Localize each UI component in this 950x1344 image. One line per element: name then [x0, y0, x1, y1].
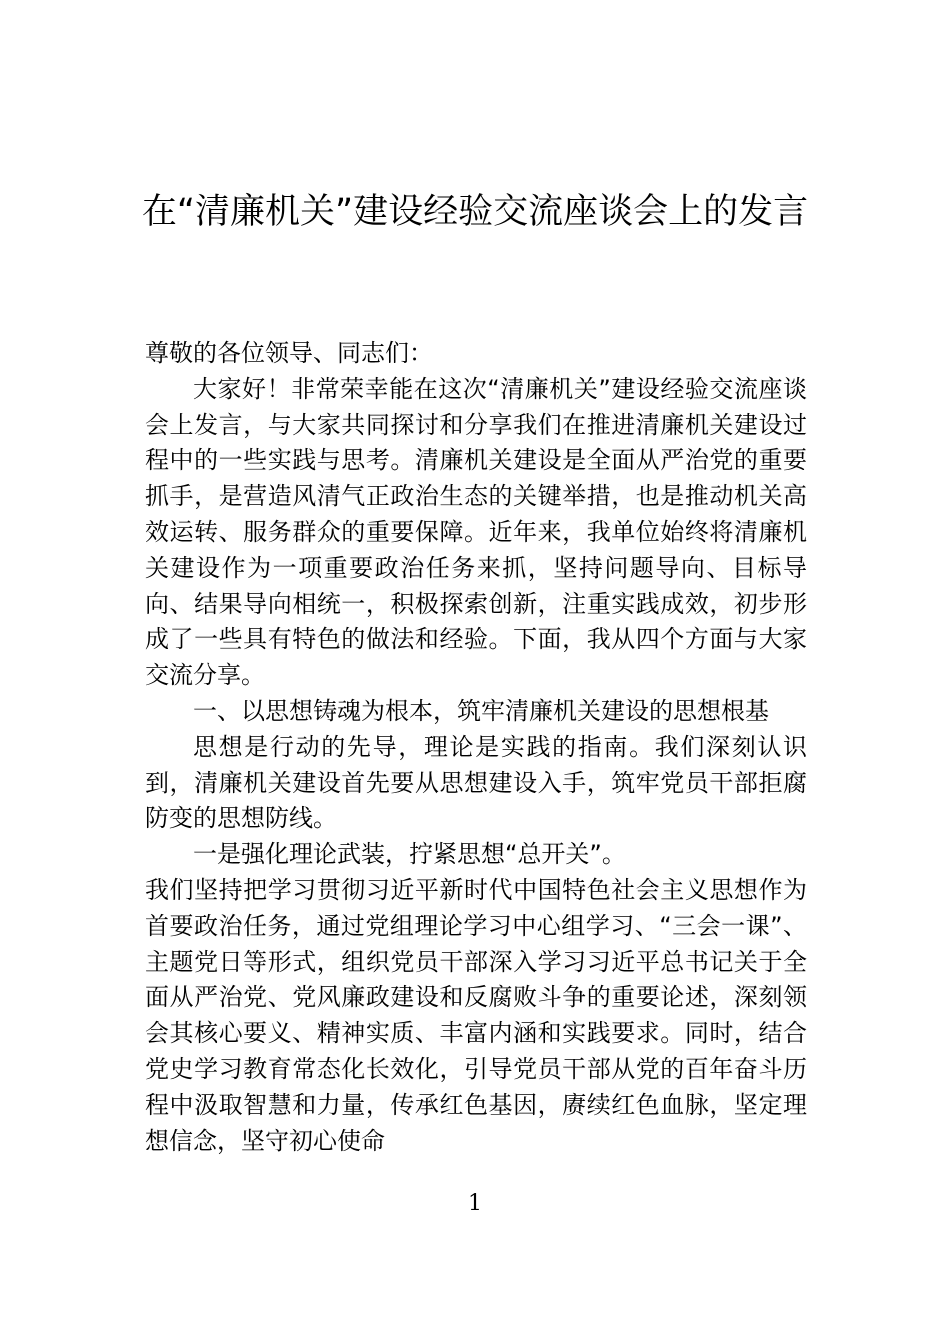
paragraph-section-1: 思想是行动的先导，理论是实践的指南。我们深刻认识到，清廉机关建设首先要从思想建设入手，筑牢党员干部拒腐防变的思想防线。 — [145, 732, 807, 833]
paragraph-subsection-1: 我们坚持把学习贯彻习近平新时代中国特色社会主义思想作为首要政治任务，通过党组理论学习中心组学习、“三会一课”、主题党日等形式，组织党员干部深入学习习近平总书记关于全面从严治党、党风廉政建设和反腐败斗争的重要论述，深刻领会其核心要义、精神实质、丰富内涵和实践要求。同时，结合党史学习教育常态化长效化，引导党员干部从党的百年奋斗历程中汲取智慧和力量，传承红色基因，赓续红色血脉，坚定理想信念，坚守初心使命 — [145, 875, 807, 1155]
subheading-1: 一是强化理论武装，拧紧思想“总开关”。 — [193, 840, 626, 869]
document-title: 在“清廉机关”建设经验交流座谈会上的发言 — [141, 192, 809, 232]
document-body — [145, 336, 807, 1159]
section-heading-1: 一、以思想铸魂为根本，筑牢清廉机关建设的思想根基 — [193, 696, 769, 725]
paragraph-intro: 大家好！非常荣幸能在这次“清廉机关”建设经验交流座谈会上发言，与大家共同探讨和分享我们在推进清廉机关建设过程中的一些实践与思考。清廉机关建设是全面从严治党的重要抓手，是营造风清气正政治生态的关键举措，也是推动机关高效运转、服务群众的重要保障。近年来，我单位始终将清廉机关建设作为一项重要政治任务来抓，坚持问题导向、目标导向、结果导向相统一，积极探索创新，注重实践成效，初步形成了一些具有特色的做法和经验。下面，我从四个方面与大家交流分享。 — [145, 374, 807, 690]
salutation: 尊敬的各位领导、同志们： — [145, 339, 433, 367]
page-number: 1 — [468, 1191, 482, 1216]
